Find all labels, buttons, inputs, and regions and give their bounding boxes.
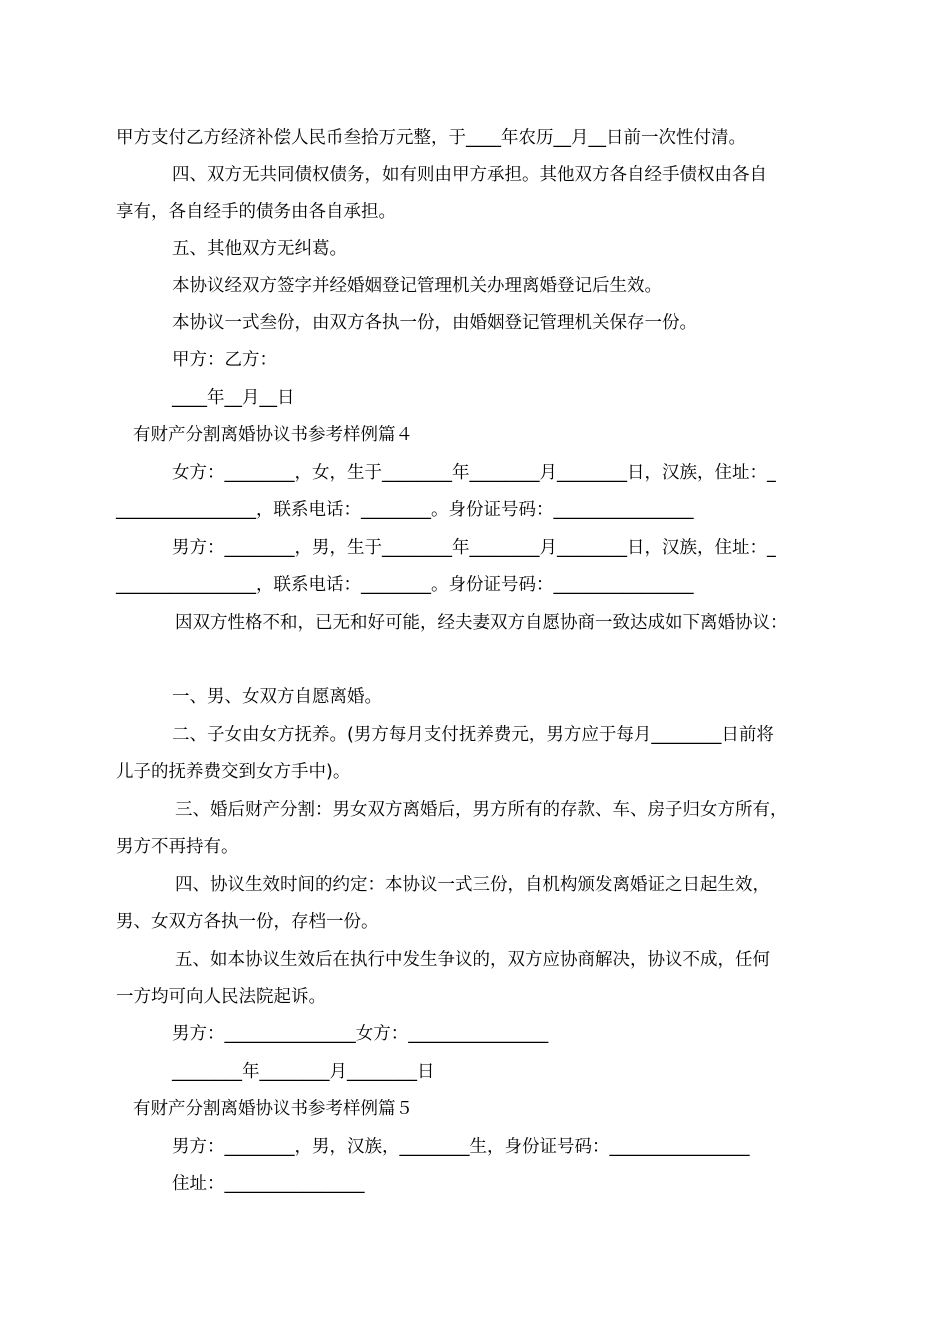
- paragraph-line: 儿子的抚养费交到女方手中)。: [116, 762, 351, 782]
- clause-1-line: 一、男、女双方自愿离婚。: [172, 687, 382, 707]
- party-line: ________________，联系电话：________。身份证号码：________________: [116, 575, 694, 595]
- section-heading: 有财产分割离婚协议书参考样例篇５: [133, 1099, 413, 1119]
- clause-4-line: 四、协议生效时间的约定：本协议一式三份，自机构颁发离婚证之日起生效，: [175, 875, 770, 895]
- paragraph-line: 享有，各自经手的债务由各自承担。: [116, 202, 396, 222]
- paragraph-line: 一方均可向人民法院起诉。: [116, 987, 326, 1007]
- clause-2-line: 二、子女由女方抚养。(男方每月支付抚养费元，男方应于每月________日前将: [172, 725, 774, 745]
- clause-4-line: 四、双方无共同债权债务，如有则由甲方承担。其他双方各自经手债权由各自: [172, 165, 767, 185]
- date-line: ________年________月________日: [172, 1062, 435, 1082]
- paragraph-line: 男、女双方各执一份，存档一份。: [116, 912, 379, 932]
- party-line: 女方：________，女，生于________年________月________日，汉族，住址：_: [172, 463, 776, 483]
- address-line: 住址：________________: [172, 1174, 365, 1194]
- paragraph-line: 本协议经双方签字并经婚姻登记管理机关办理离婚登记后生效。: [172, 276, 662, 296]
- party-line: ________________，联系电话：________。身份证号码：________________: [116, 500, 694, 520]
- party-line: 男方：________，男，汉族，________生，身份证号码：________________: [172, 1137, 750, 1157]
- paragraph-line: 男方不再持有。: [116, 837, 239, 857]
- date-line: ____年__月__日: [172, 388, 295, 408]
- signature-line: 甲方：乙方：: [172, 350, 277, 370]
- paragraph-line: 本协议一式叁份，由双方各执一份，由婚姻登记管理机关保存一份。: [172, 313, 697, 333]
- clause-5-line: 五、如本协议生效后在执行中发生争议的，双方应协商解决，协议不成，任何: [175, 950, 770, 970]
- clause-3-line: 三、婚后财产分割：男女双方离婚后，男方所有的存款、车、房子归女方所有，: [175, 800, 788, 820]
- party-line: 男方：________，男，生于________年________月________日，汉族，住址：_: [172, 538, 776, 558]
- section-heading: 有财产分割离婚协议书参考样例篇４: [133, 425, 413, 445]
- paragraph-line: 甲方支付乙方经济补偿人民币叁拾万元整，于____年农历__月__日前一次性付清。: [116, 128, 746, 148]
- paragraph-line: 因双方性格不和，已无和好可能，经夫妻双方自愿协商一致达成如下离婚协议：: [175, 613, 788, 633]
- clause-5-line: 五、其他双方无纠葛。: [172, 239, 347, 259]
- signature-line: 男方：_______________女方：________________: [172, 1024, 549, 1044]
